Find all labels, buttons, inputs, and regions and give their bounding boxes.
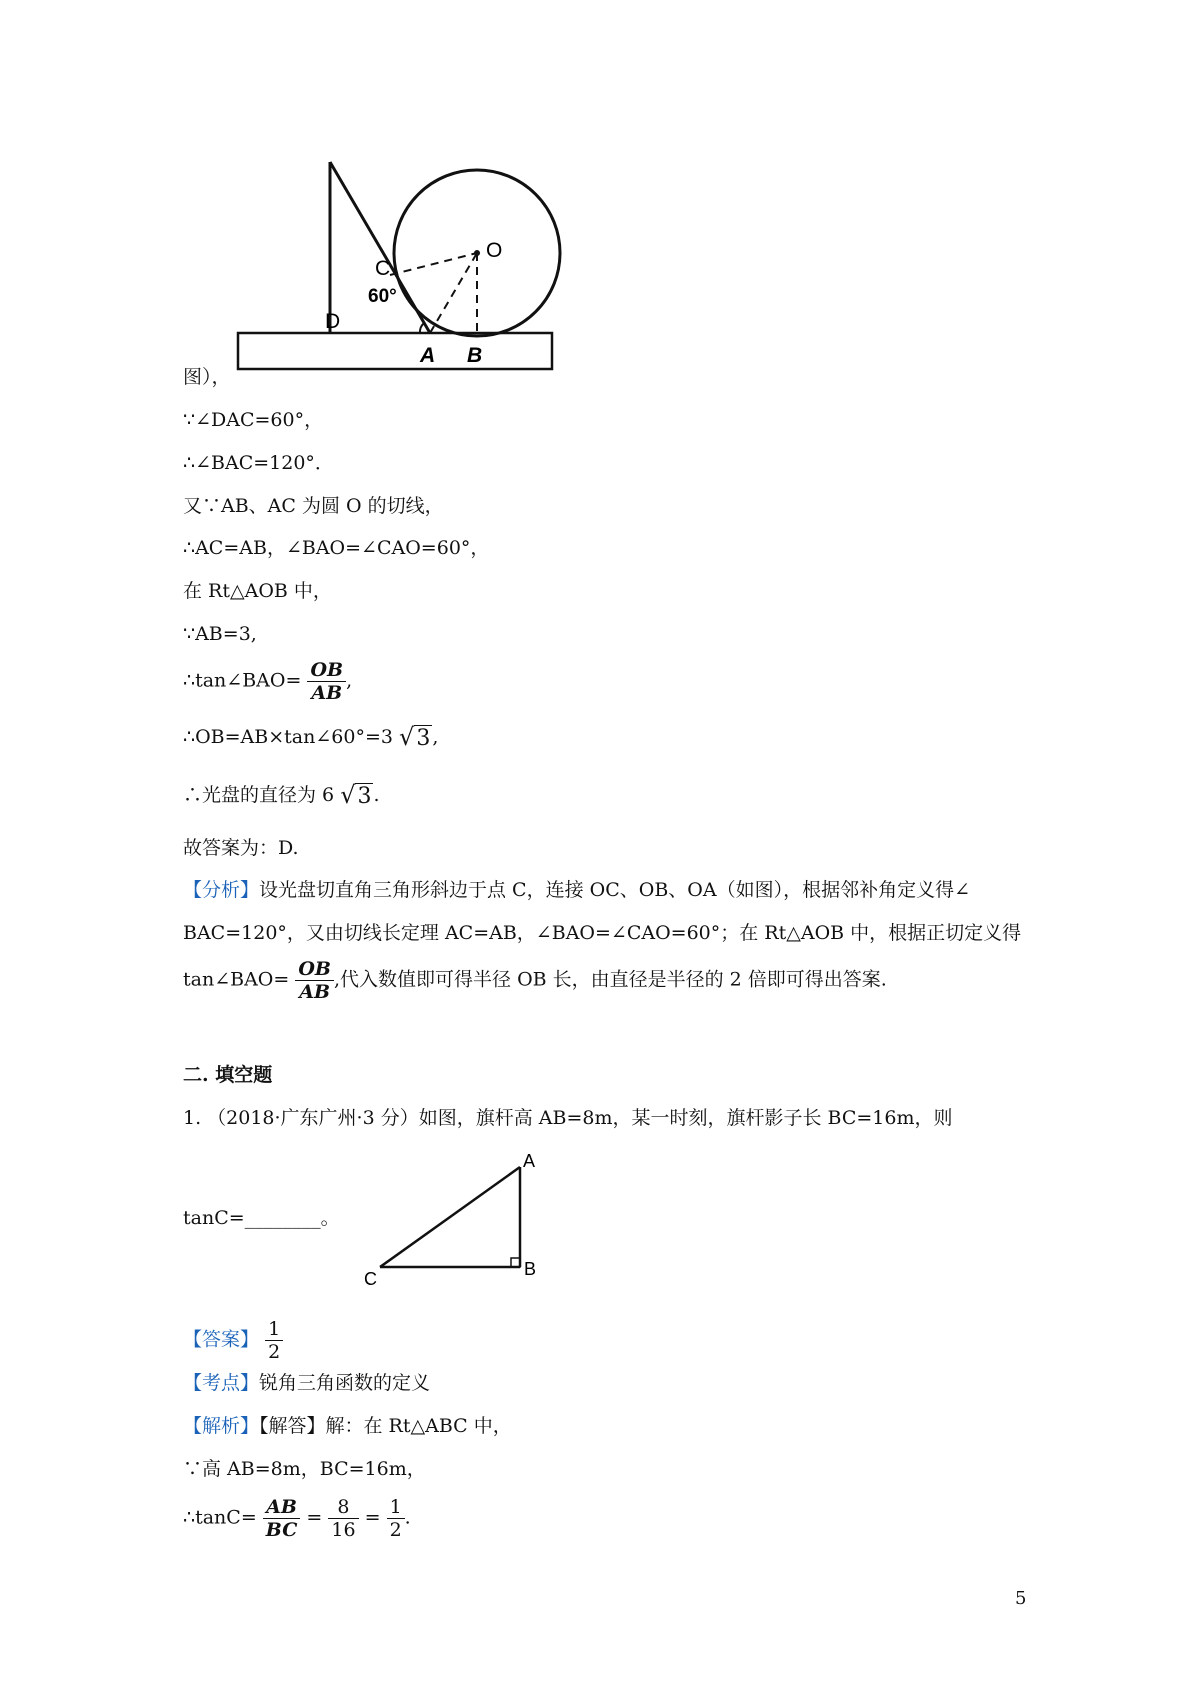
fraction-8-16 [328,1496,358,1541]
label-b: B [467,344,483,367]
text-line: 在 Rt△AOB 中， [183,580,332,602]
kaodian-tag: 【考点】 [183,1372,260,1394]
tan-suffix: , [346,669,353,692]
figure-flagpole-triangle [360,1145,550,1290]
tan-prefix: ∴tan∠BAO= [183,669,302,692]
angle-arc [420,323,424,333]
fraction-denominator: AB [311,682,343,704]
side-ac [380,1167,520,1267]
fraction-ob-ab [307,659,346,704]
fraction-denominator: 16 [331,1519,356,1541]
jiexi-text: 【解答】解：在 Rt△ABC 中， [259,1415,512,1437]
kaodian-text: 锐角三角函数的定义 [259,1372,431,1394]
figure-disc-tangent [230,150,570,375]
dashed-oa [430,253,477,333]
ob-suffix: , [432,726,439,748]
sqrt-3: √3 [340,781,372,809]
analysis-tag: 【分析】 [183,879,260,901]
analysis-text: ,代入数值即可得半径 OB 长，由直径是半径的 2 倍即可得出答案. [333,968,887,991]
center-point [474,250,480,256]
fraction-numerator: OB [307,659,346,682]
ob-prefix: ∴OB=AB×tan∠60°=3 [183,726,393,748]
jiexi-tag: 【解析】 [183,1415,260,1437]
fraction-numerator: 8 [328,1496,358,1519]
right-angle-mark [511,1258,520,1267]
label-angle: 60° [368,286,397,307]
fraction-denominator: AB [299,981,331,1003]
text-line-tanc [183,1496,411,1541]
equals-sign: = [306,1506,323,1529]
fraction-denominator: BC [265,1519,298,1541]
radicand: 3 [416,726,431,751]
tanc-prefix: ∴tanC= [183,1506,257,1529]
fraction-ab-bc [263,1496,301,1541]
label-b: B [524,1259,537,1279]
text-line-diameter [183,783,380,809]
kaodian-line [183,1371,430,1395]
fraction-1-2 [387,1496,405,1541]
fraction-ob-ab [295,958,334,1003]
answer-line [183,1318,283,1363]
text-line: ∵∠DAC=60°， [183,409,324,431]
question-blank: tanC=________。 [183,1207,340,1229]
sqrt-3: √3 [399,723,431,751]
equals-sign: = [364,1506,381,1529]
diameter-prefix: ∴光盘的直径为 6 [183,784,335,806]
analysis-line [183,878,970,902]
fraction-denominator: 2 [268,1341,281,1363]
text-line: ∴AC=AB，∠BAO=∠CAO=60°， [183,537,490,559]
ruler-rect [238,333,552,369]
fraction-numerator: 1 [265,1318,283,1341]
text-line: ∵高 AB=8m，BC=16m， [183,1458,426,1480]
label-c: C [364,1269,377,1289]
text-line: ∵AB=3, [183,623,257,645]
text-line: 故答案为：D. [183,837,299,859]
text-line-ob [183,725,438,751]
diameter-suffix: . [373,784,380,806]
text-line: ∴∠BAC=120°． [183,452,334,474]
fraction-numerator: AB [263,1496,301,1519]
text-line: 图）， [183,366,231,388]
question-text: 1. （2018·广东广州·3 分）如图，旗杆高 AB=8m，某一时刻，旗杆影子长 BC=16m，则 [183,1107,953,1129]
jiexi-line [183,1414,512,1438]
fraction-denominator: 2 [389,1519,402,1541]
tan-prefix: tan∠BAO= [183,968,290,991]
answer-tag: 【答案】 [183,1328,260,1351]
text-line-tan [183,659,352,704]
label-c: C [375,257,391,280]
answer-fraction [265,1318,283,1363]
label-d: D [325,310,341,333]
analysis-text: 设光盘切直角三角形斜边于点 C，连接 OC、OB、OA（如图），根据邻补角定义得∠ [259,879,971,901]
fraction-numerator: OB [295,958,334,981]
fraction-numerator: 1 [387,1496,405,1519]
label-a: A [420,344,436,367]
text-line: 又∵AB、AC 为圆 O 的切线， [183,495,444,517]
label-o: O [486,239,503,262]
dashed-oc [390,253,477,275]
tanc-suffix: . [404,1506,411,1529]
analysis-line: BAC=120°，又由切线长定理 AC=AB，∠BAO=∠CAO=60°；在 Rt△AOB 中，根据正切定义得 [183,922,1022,944]
label-a: A [523,1151,536,1171]
radicand: 3 [357,784,372,809]
section-title: 二. 填空题 [183,1064,273,1086]
page-number: 5 [1015,1588,1027,1609]
analysis-line-tan [183,958,887,1003]
